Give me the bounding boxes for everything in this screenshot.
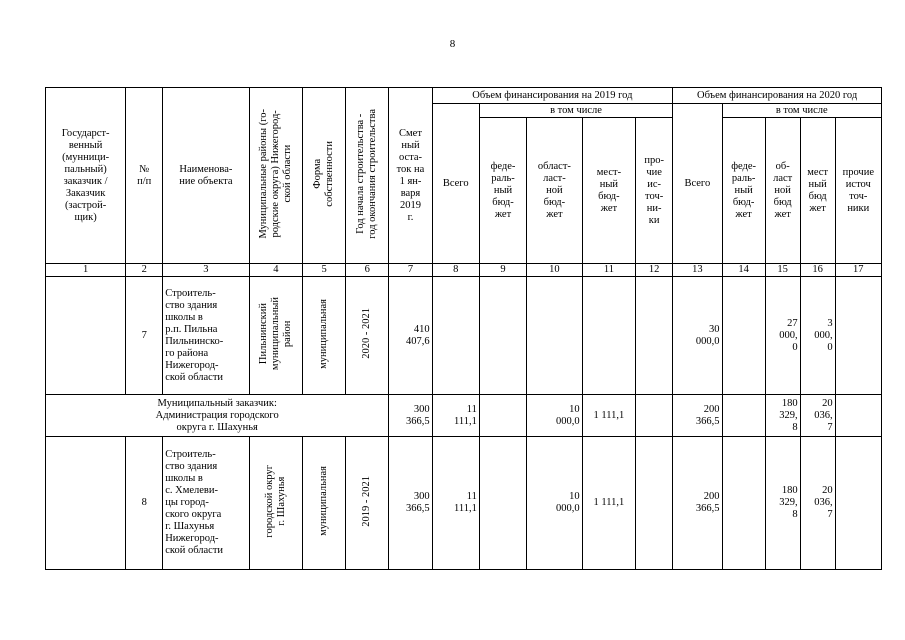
row-ownership: муниципальная bbox=[303, 437, 346, 570]
row-local-2020: 20 036, 7 bbox=[800, 395, 835, 437]
row-ownership: муниципальная bbox=[303, 277, 346, 395]
row-local-2019: 1 111,1 bbox=[582, 395, 635, 437]
header-other-2020: прочие источ точ- ники bbox=[835, 118, 881, 264]
row-years: 2019 - 2021 bbox=[346, 437, 389, 570]
row-other-2019 bbox=[636, 277, 673, 395]
col-number: 14 bbox=[722, 264, 765, 277]
row-district: Пильнинский муниципальный район bbox=[249, 277, 302, 395]
row-years: 2020 - 2021 bbox=[346, 277, 389, 395]
row-federal-2020 bbox=[722, 395, 765, 437]
col-number: 10 bbox=[527, 264, 583, 277]
header-years: Год начала строительства - год окончания строительства bbox=[346, 88, 389, 264]
header-local-2020: мест ный бюд жет bbox=[800, 118, 835, 264]
col-number: 1 bbox=[46, 264, 126, 277]
header-other-2019: про- чие ис- точ- ни- ки bbox=[636, 118, 673, 264]
row-other-2019 bbox=[636, 395, 673, 437]
row-total-2019: 11 111,1 bbox=[432, 437, 479, 570]
row-regional-2020: 180 329, 8 bbox=[765, 395, 800, 437]
row-federal-2019 bbox=[479, 395, 526, 437]
col-number: 2 bbox=[126, 264, 163, 277]
header-fin-2019: Объем финансирования на 2019 год bbox=[432, 88, 673, 104]
header-customer: Государст- венный (мунници- пальный) заказчик / Заказчик (застрой- щик) bbox=[46, 88, 126, 264]
col-number: 9 bbox=[479, 264, 526, 277]
header-regional-2020: об- ласт ной бюд жет bbox=[765, 118, 800, 264]
row-federal-2019 bbox=[479, 277, 526, 395]
row-regional-2020: 180 329, 8 bbox=[765, 437, 800, 570]
header-federal-2019: феде- раль- ный бюд- жет bbox=[479, 118, 526, 264]
header-incl-2020: в том числе bbox=[722, 104, 881, 118]
row-local-2020: 3 000, 0 bbox=[800, 277, 835, 395]
col-number: 5 bbox=[303, 264, 346, 277]
col-number: 16 bbox=[800, 264, 835, 277]
header-object-name: Наименова- ние объекта bbox=[163, 88, 249, 264]
row-other-2019 bbox=[636, 437, 673, 570]
row-number: 8 bbox=[126, 437, 163, 570]
row-regional-2020: 27 000, 0 bbox=[765, 277, 800, 395]
col-number: 3 bbox=[163, 264, 249, 277]
row-other-2020 bbox=[835, 277, 881, 395]
header-total-2019: Всего bbox=[432, 104, 479, 264]
header-district: Муниципальные районы (го- родские округа) Нижегород- ской области bbox=[249, 88, 302, 264]
row-customer bbox=[46, 277, 126, 395]
header-incl-2019: в том числе bbox=[479, 104, 672, 118]
row-local-2020: 20 036, 7 bbox=[800, 437, 835, 570]
col-number: 11 bbox=[582, 264, 635, 277]
row-federal-2019 bbox=[479, 437, 526, 570]
col-number: 13 bbox=[673, 264, 722, 277]
col-number: 12 bbox=[636, 264, 673, 277]
row-other-2020 bbox=[835, 395, 881, 437]
row-total-2020: 200 366,5 bbox=[673, 395, 722, 437]
column-numbers-row bbox=[46, 264, 882, 277]
row-object-name: Строитель- ство здания школы в с. Хмелеви- цы город- ского округа г. Шахунья Нижегород- ской области bbox=[163, 437, 249, 570]
header-regional-2019: област- ласт- ной бюд- жет bbox=[527, 118, 583, 264]
table-row bbox=[46, 277, 882, 395]
page-number: 8 bbox=[449, 38, 456, 50]
row-balance: 300 366,5 bbox=[389, 395, 432, 437]
row-regional-2019: 10 000,0 bbox=[527, 437, 583, 570]
row-balance: 410 407,6 bbox=[389, 277, 432, 395]
header-number: № п/п bbox=[126, 88, 163, 264]
row-district: городской округ г. Шахунья bbox=[249, 437, 302, 570]
col-number: 17 bbox=[835, 264, 881, 277]
row-regional-2019 bbox=[527, 277, 583, 395]
header-balance: Смет ный оста- ток на 1 ян- варя 2019 г. bbox=[389, 88, 432, 264]
row-total-2020: 200 366,5 bbox=[673, 437, 722, 570]
header-local-2019: мест- ный бюд- жет bbox=[582, 118, 635, 264]
row-total-2019 bbox=[432, 277, 479, 395]
row-local-2019 bbox=[582, 277, 635, 395]
row-total-2020: 30 000,0 bbox=[673, 277, 722, 395]
header-federal-2020: феде- раль- ный бюд- жет bbox=[722, 118, 765, 264]
row-number: 7 bbox=[126, 277, 163, 395]
row-local-2019: 1 111,1 bbox=[582, 437, 635, 570]
financing-table bbox=[45, 87, 882, 570]
row-customer bbox=[46, 437, 126, 570]
col-number: 8 bbox=[432, 264, 479, 277]
row-object-name: Строитель- ство здания школы в р.п. Пильна Пильнинско- го района Нижегород- ской области bbox=[163, 277, 249, 395]
col-number: 6 bbox=[346, 264, 389, 277]
col-number: 4 bbox=[249, 264, 302, 277]
row-total-2019: 11 111,1 bbox=[432, 395, 479, 437]
row-federal-2020 bbox=[722, 277, 765, 395]
row-summary-customer: Муниципальный заказчик: Администрация городского округа г. Шахунья bbox=[46, 395, 389, 437]
table-row bbox=[46, 395, 882, 437]
header-total-2020: Всего bbox=[673, 104, 722, 264]
table-row bbox=[46, 437, 882, 570]
col-number: 15 bbox=[765, 264, 800, 277]
col-number: 7 bbox=[389, 264, 432, 277]
row-other-2020 bbox=[835, 437, 881, 570]
header-ownership: Форма собственности bbox=[303, 88, 346, 264]
row-federal-2020 bbox=[722, 437, 765, 570]
header-fin-2020: Объем финансирования на 2020 год bbox=[673, 88, 882, 104]
row-balance: 300 366,5 bbox=[389, 437, 432, 570]
row-regional-2019: 10 000,0 bbox=[527, 395, 583, 437]
